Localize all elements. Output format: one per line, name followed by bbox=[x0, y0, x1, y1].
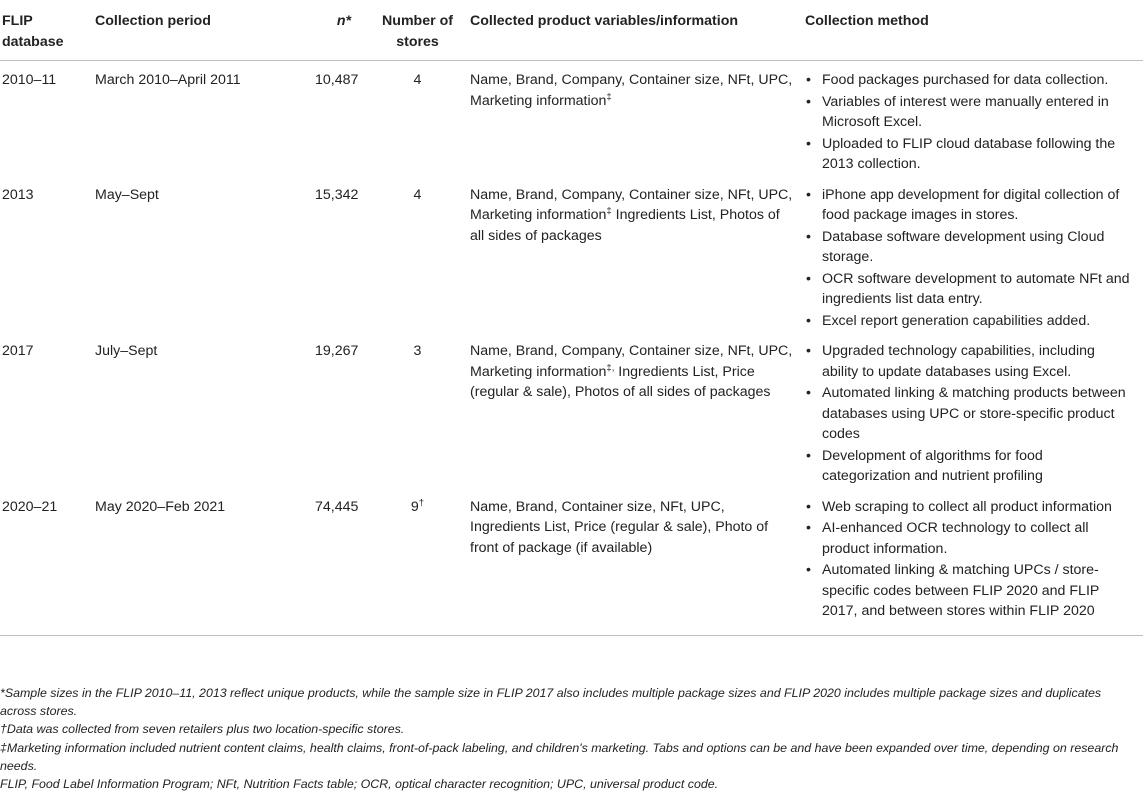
method-list bbox=[805, 341, 1135, 487]
method-item: • Database software development using Cloud storage. bbox=[805, 227, 1135, 268]
variables-text: Name, Brand, Company, Container size, NFt, UPC, Marketing information bbox=[470, 343, 793, 380]
cell-variables bbox=[468, 176, 803, 333]
footnote-sample-sizes: *Sample sizes in the FLIP 2010–11, 2013 reflect unique products, while the sample size in FLIP 2017 also includes multiple package sizes and FLIP 2020 includes multiple package sizes and duplicates across stores. bbox=[0, 686, 1102, 719]
method-item: • Upgraded technology capabilities, including ability to update databases using Excel. bbox=[805, 341, 1135, 382]
variables-footnote-mark: ‡ bbox=[606, 205, 612, 217]
cell-n: 74,445 bbox=[313, 488, 373, 636]
cell-period: July–Sept bbox=[95, 343, 158, 359]
variables-text: Name, Brand, Company, Container size, NFt, UPC, Marketing information bbox=[470, 186, 793, 223]
cell-database: 2010–11 bbox=[2, 72, 57, 88]
method-list bbox=[805, 185, 1135, 332]
stores-value: 4 bbox=[413, 186, 422, 203]
header-variables: Collected product variables/information bbox=[468, 0, 803, 61]
table-row bbox=[0, 488, 1143, 636]
cell-period: March 2010–April 2011 bbox=[95, 72, 241, 88]
method-item: • AI-enhanced OCR technology to collect all product information. bbox=[805, 518, 1135, 559]
cell-method bbox=[803, 332, 1143, 488]
cell-variables bbox=[468, 332, 803, 488]
header-period: Collection period bbox=[93, 0, 313, 61]
method-item: • OCR software development to automate NFt and ingredients list data entry. bbox=[805, 269, 1135, 310]
method-item: • Uploaded to FLIP cloud database following the 2013 collection. bbox=[805, 134, 1135, 175]
variables-text: Name, Brand, Container size, NFt, UPC, Ingredients List, Price (regular & sale), Photo of front of package (if available) bbox=[470, 498, 769, 556]
cell-n: 19,267 bbox=[315, 343, 359, 359]
variables-tail: Ingredients List, Photos of all sides of packages bbox=[470, 207, 780, 244]
method-item: • Variables of interest were manually entered in Microsoft Excel. bbox=[805, 92, 1135, 133]
variables-tail: Ingredients List, Price (regular & sale), Photos of all sides of packages bbox=[470, 363, 771, 400]
cell-n: 15,342 bbox=[315, 186, 359, 203]
stores-footnote-mark: † bbox=[418, 496, 425, 508]
cell-database: 2017 bbox=[2, 343, 34, 359]
cell-database: 2013 bbox=[2, 186, 34, 203]
stores-value: 9 bbox=[410, 498, 419, 515]
method-item: • Food packages purchased for data collection. bbox=[805, 70, 1135, 91]
cell-n: 10,487 bbox=[315, 72, 359, 88]
header-row bbox=[0, 0, 1143, 61]
cell-stores bbox=[373, 176, 468, 333]
method-item: • Web scraping to collect all product information bbox=[805, 497, 1135, 518]
table-row bbox=[0, 332, 1143, 488]
table-row bbox=[0, 61, 1143, 176]
cell-method bbox=[803, 176, 1143, 333]
method-list bbox=[805, 497, 1135, 622]
method-list bbox=[805, 70, 1135, 175]
header-method: Collection method bbox=[803, 0, 1143, 61]
header-stores: Number of stores bbox=[373, 0, 468, 61]
footnote-retailers: †Data was collected from seven retailers plus two location-specific stores. bbox=[0, 722, 405, 737]
cell-stores bbox=[373, 61, 468, 176]
table-footnotes bbox=[0, 684, 1140, 793]
footnote-marketing: ‡Marketing information included nutrient content claims, health claims, front-of-pack labeling, and children's marketing. Tabs and options can be and have been expanded over time, depending on research needs. bbox=[0, 740, 1119, 773]
header-n: n* bbox=[313, 0, 373, 61]
cell-period: May–Sept bbox=[95, 186, 159, 203]
table-row bbox=[0, 176, 1143, 333]
variables-footnote-mark: ‡ bbox=[606, 90, 612, 102]
cell-method bbox=[803, 488, 1143, 636]
variables-footnote-mark: ‡, bbox=[606, 361, 615, 373]
stores-value: 3 bbox=[413, 343, 422, 359]
method-item: • Automated linking & matching UPCs / store-specific codes between FLIP 2020 and FLIP 2017, and between stores within FLIP 2020 bbox=[805, 560, 1135, 622]
cell-stores bbox=[373, 332, 468, 488]
footnote-abbreviations: FLIP, Food Label Information Program; NFt, Nutrition Facts table; OCR, optical character recognition; UPC, universal product code. bbox=[0, 777, 719, 792]
header-database: FLIP database bbox=[0, 0, 93, 61]
method-item: • Excel report generation capabilities added. bbox=[805, 311, 1135, 332]
cell-variables bbox=[468, 488, 803, 636]
variables-text: Name, Brand, Company, Container size, NFt, UPC, Marketing information bbox=[470, 72, 793, 109]
method-item: • Development of algorithms for food categorization and nutrient profiling bbox=[805, 446, 1135, 487]
stores-value: 4 bbox=[413, 72, 422, 88]
cell-stores bbox=[373, 488, 468, 636]
cell-period: May 2020–Feb 2021 bbox=[93, 488, 313, 636]
cell-variables bbox=[468, 61, 803, 176]
cell-database: 2020–21 bbox=[0, 488, 93, 636]
cell-method bbox=[803, 61, 1143, 176]
method-item: • Automated linking & matching products between databases using UPC or store-specific product codes bbox=[805, 383, 1135, 445]
method-item: • iPhone app development for digital collection of food package images in stores. bbox=[805, 185, 1135, 226]
